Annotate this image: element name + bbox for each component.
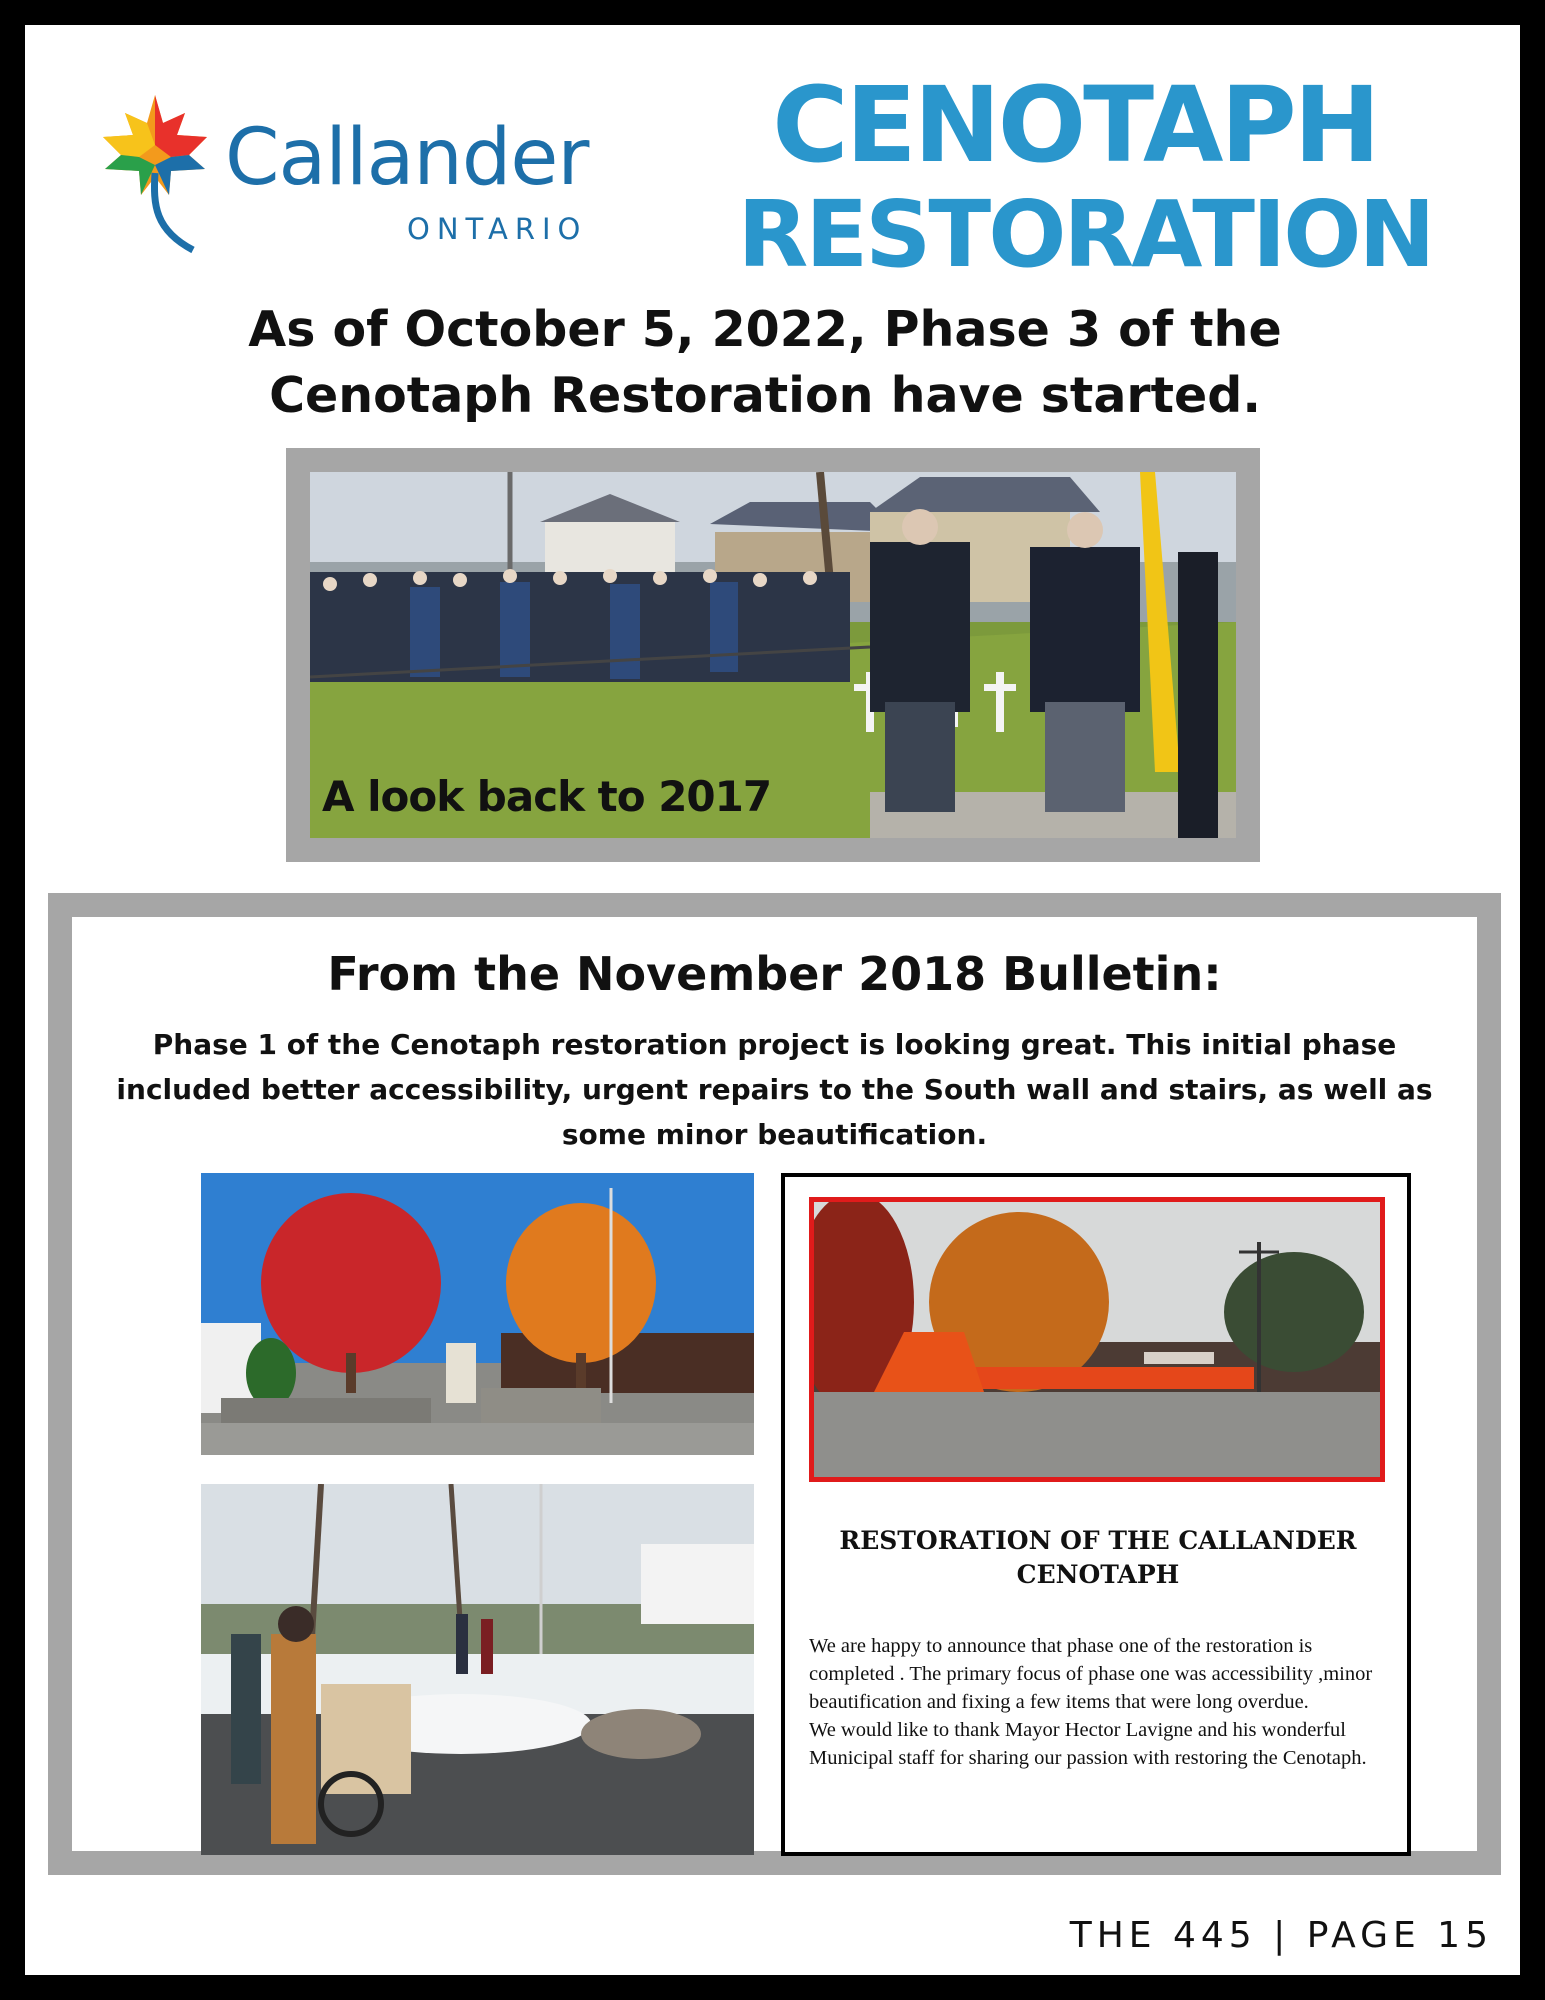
bulletin-section [48, 893, 1501, 1875]
restoration-work-photo [809, 1197, 1385, 1482]
bulletin-panel [72, 917, 1477, 1851]
clipping-title [805, 1524, 1391, 1592]
intro-statement [145, 297, 1385, 429]
page-title-line1: CENOTAPH [772, 64, 1378, 186]
top-photo-frame [286, 448, 1260, 862]
maple-leaf-icon [85, 65, 225, 265]
bulletin-body: Phase 1 of the Cenotaph restoration project is looking great. This initial phase included better accessibility, urgent repairs to the South wall and stairs, as well as some minor beautification. [116, 1028, 1433, 1151]
cenotaph-autumn-photo [201, 1173, 754, 1455]
newsletter-page [25, 25, 1520, 1975]
page-title-line2: RESTORATION [737, 181, 1433, 288]
clipping-text [809, 1632, 1389, 1772]
callander-logo [85, 65, 645, 265]
clipping-title-line2: CENOTAPH [1016, 1560, 1180, 1589]
page-footer: THE 445 | PAGE 15 [1069, 1915, 1493, 1956]
clipping-paragraph-2: We would like to thank Mayor Hector Lavigne and his wonderful Municipal staff for sharing our passion with restoring the Cenotaph. [809, 1719, 1367, 1769]
top-photo-caption: A look back to 2017 [322, 772, 772, 821]
intro-line2: Cenotaph Restoration have started. [269, 367, 1261, 424]
logo-name: Callander [225, 113, 589, 203]
bulletin-heading: From the November 2018 Bulletin: [327, 947, 1222, 1001]
clipping-paragraph-1: We are happy to announce that phase one of the restoration is completed . The primary focus of phase one was accessibility ,minor beautification and fixing a few items that were long overdue. [809, 1635, 1373, 1713]
clipping-title-line1: RESTORATION OF THE CALLANDER [839, 1526, 1357, 1555]
logo-subtitle: ONTARIO [407, 212, 588, 246]
bulletin-clipping [781, 1173, 1411, 1856]
intro-line1: As of October 5, 2022, Phase 3 of the [248, 301, 1282, 358]
winter-ceremony-photo [201, 1484, 754, 1855]
ceremony-2017-photo [310, 472, 1236, 838]
